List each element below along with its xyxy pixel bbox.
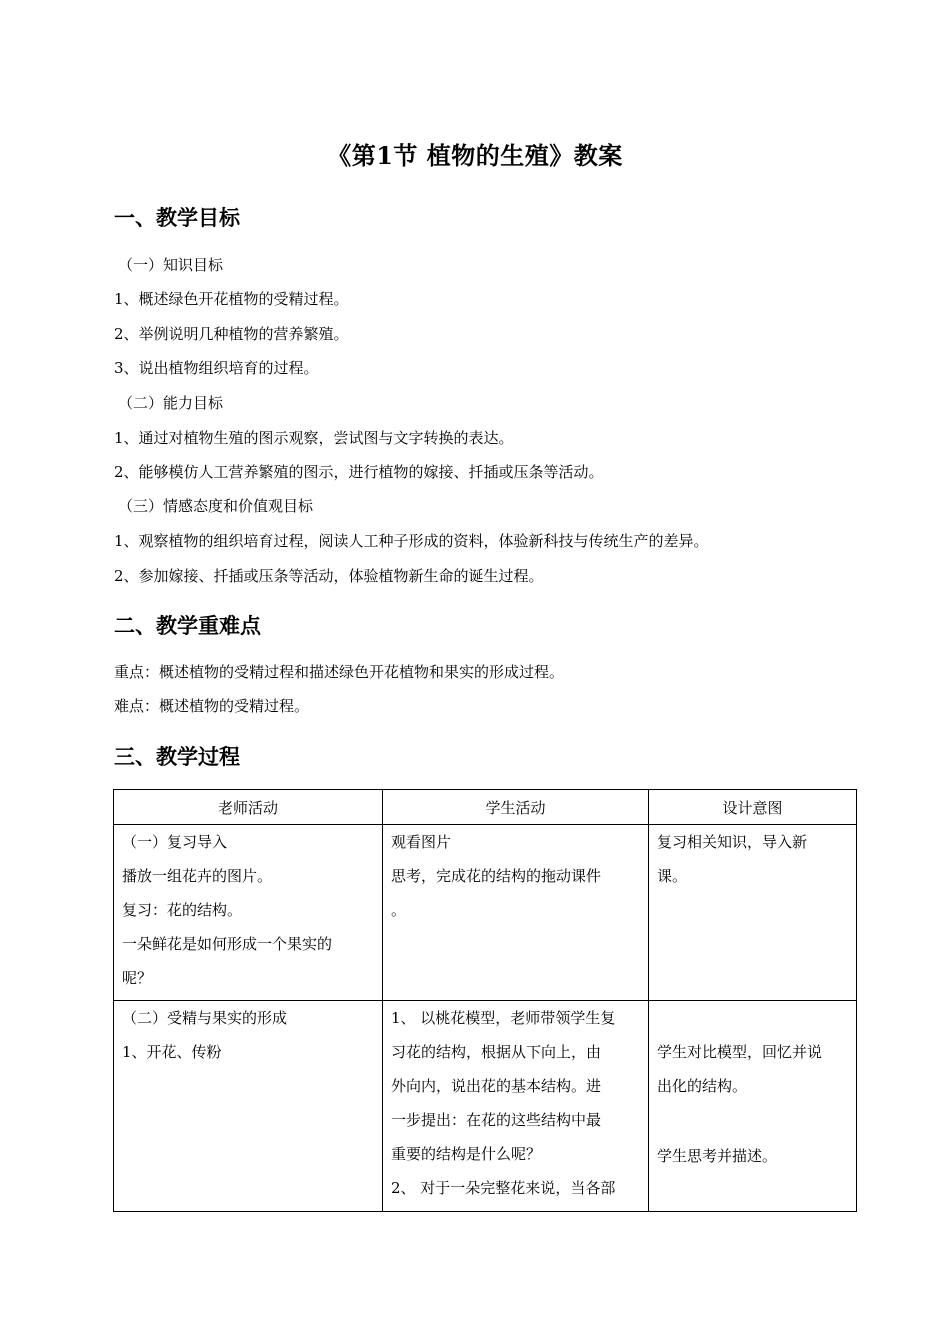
cell-line: 复习相关知识，导入新 — [657, 833, 808, 851]
goal-line: （一）知识目标 — [118, 256, 224, 274]
design-intent-cell — [649, 825, 857, 1001]
goal-line: 3、说出植物组织培育的过程。 — [114, 359, 319, 377]
goal-line: 2、能够模仿人工营养繁殖的图示，进行植物的嫁接、扦插或压条等活动。 — [114, 463, 604, 481]
cell-line: 观看图片 — [391, 833, 452, 851]
column-header-student: 学生活动 — [383, 790, 649, 825]
section-heading-goals: 一、教学目标 — [114, 206, 240, 230]
cell-line: 播放一组花卉的图片。 — [122, 867, 273, 885]
cell-line: （一）复习导入 — [122, 833, 228, 851]
cell-line: 课。 — [657, 867, 688, 885]
table-header-row — [114, 790, 857, 825]
cell-line: 1、开花、传粉 — [122, 1043, 222, 1061]
section-heading-key-points: 二、教学重难点 — [114, 614, 261, 638]
cell-line: 外向内，说出花的基本结构。进 — [391, 1077, 602, 1095]
goal-line: 2、举例说明几种植物的营养繁殖。 — [114, 325, 349, 343]
column-header-intent: 设计意图 — [649, 790, 857, 825]
goal-line: （三）情感态度和价值观目标 — [118, 497, 314, 515]
column-header-teacher: 老师活动 — [114, 790, 383, 825]
cell-line: 思考，完成花的结构的拖动课件 — [391, 867, 602, 885]
design-intent-cell — [649, 1001, 857, 1212]
cell-line: 一朵鲜花是如何形成一个果实的 — [122, 935, 333, 953]
cell-line: 1、 以桃花模型，老师带领学生复 — [391, 1009, 616, 1027]
goal-line: 2、参加嫁接、扦插或压条等活动，体验植物新生命的诞生过程。 — [114, 567, 544, 585]
goal-line: （二）能力目标 — [118, 394, 224, 412]
cell-line: 习花的结构，根据从下向上，由 — [391, 1043, 602, 1061]
cell-line: 一步提出：在花的这些结构中最 — [391, 1111, 602, 1129]
table-row — [114, 825, 857, 1001]
teacher-activity-cell — [114, 825, 383, 1001]
key-point-line: 重点：概述植物的受精过程和描述绿色开花植物和果实的形成过程。 — [114, 663, 565, 681]
cell-line: 学生对比模型，回忆并说 — [657, 1043, 823, 1061]
section-heading-process: 三、教学过程 — [114, 745, 240, 769]
cell-line: 重要的结构是什么呢？ — [391, 1145, 542, 1163]
goal-line: 1、通过对植物生殖的图示观察，尝试图与文字转换的表达。 — [114, 429, 514, 447]
goal-line: 1、概述绿色开花植物的受精过程。 — [114, 290, 349, 308]
cell-line: 2、 对于一朵完整花来说，当各部 — [391, 1179, 616, 1197]
cell-line: 呢？ — [122, 969, 153, 987]
cell-line: 学生思考并描述。 — [657, 1147, 778, 1165]
key-point-line: 难点：概述植物的受精过程。 — [114, 697, 310, 715]
goal-line: 1、观察植物的组织培育过程，阅读人工种子形成的资料，体验新科技与传统生产的差异。 — [114, 532, 709, 550]
cell-line: 复习：花的结构。 — [122, 901, 243, 919]
document-title: 《第1节 植物的生殖》教案 — [327, 141, 623, 170]
student-activity-cell — [383, 1001, 649, 1212]
student-activity-cell — [383, 825, 649, 1001]
teaching-process-table — [113, 789, 857, 1212]
teacher-activity-cell — [114, 1001, 383, 1212]
cell-line: 。 — [391, 901, 407, 919]
table-row — [114, 1001, 857, 1212]
cell-line: 出化的结构。 — [657, 1077, 748, 1095]
cell-line: （二）受精与果实的形成 — [122, 1009, 288, 1027]
